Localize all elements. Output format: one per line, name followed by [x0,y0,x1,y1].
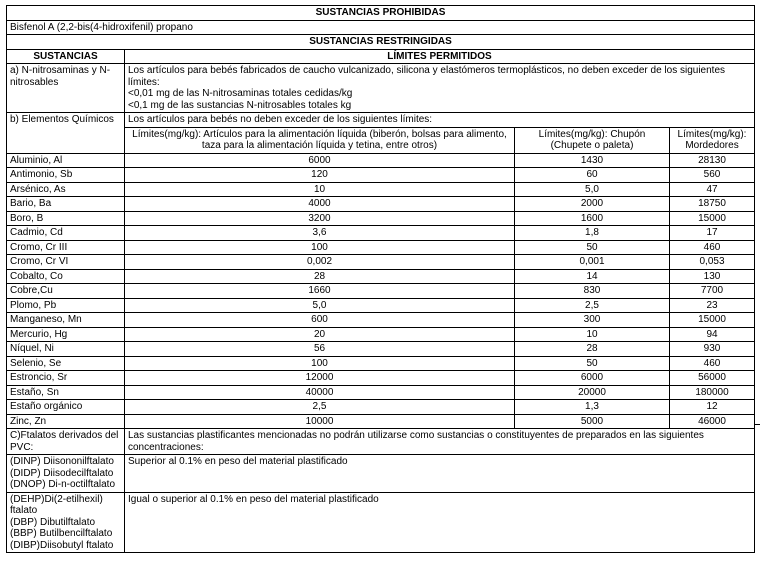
element-limit-liquid: 3200 [125,211,515,226]
phthalate-group-2-value: Igual o superior al 0.1% en peso del material plastificado [125,492,755,553]
table-row-section-c-intro [7,429,755,455]
element-limit-teether: 0,053 [670,255,755,270]
element-name: Antimonio, Sb [7,168,125,183]
element-limit-teether: 28130 [670,153,755,168]
phthalate-group-1-value: Superior al 0.1% en peso del material plastificado [125,455,755,493]
element-limit-liquid: 6000 [125,153,515,168]
element-limit-liquid: 10000 [125,414,515,429]
phthalate-dnop: (DNOP) Di-n-octilftalato [10,479,116,490]
element-limit-pacifier: 20000 [515,385,670,400]
element-limit-teether: 46000 [670,414,755,429]
table-row-restricted-header [7,35,755,50]
table-row-prohibited-substance [7,20,755,35]
section-b-intro: Los artículos para bebés no deben exceder de los siguientes límites: [125,113,755,128]
table-row [7,240,755,255]
element-limit-liquid: 20 [125,327,515,342]
element-name: Estroncio, Sr [7,371,125,386]
substances-table [6,5,755,553]
element-limit-pacifier: 2,5 [515,298,670,313]
element-limit-pacifier: 28 [515,342,670,357]
element-name: Manganeso, Mn [7,313,125,328]
col-substances-header: SUSTANCIAS [7,49,125,64]
table-row [7,400,755,415]
table-row [7,298,755,313]
table-row [7,342,755,357]
element-limit-pacifier: 0,001 [515,255,670,270]
table-row [7,385,755,400]
element-name: Cobalto, Co [7,269,125,284]
element-limit-liquid: 2,5 [125,400,515,415]
table-row [7,414,755,429]
element-limit-pacifier: 1600 [515,211,670,226]
element-limit-teether: 15000 [670,211,755,226]
element-limit-liquid: 1660 [125,284,515,299]
element-limit-teether: 130 [670,269,755,284]
element-limit-teether: 7700 [670,284,755,299]
element-limit-pacifier: 1430 [515,153,670,168]
element-limit-pacifier: 60 [515,168,670,183]
element-limit-liquid: 600 [125,313,515,328]
section-b-col1-header: Límites(mg/kg): Artículos para la alimentación líquida (biberón, bolsas para alimento, taza para la alimentación líquida y tetina, entre otros) [125,127,515,153]
element-name: Cromo, Cr III [7,240,125,255]
element-name: Estaño orgánico [7,400,125,415]
table-row [7,356,755,371]
element-limit-liquid: 40000 [125,385,515,400]
table-row-section-a [7,64,755,113]
section-c-label-line2: PVC: [10,441,34,453]
element-limit-liquid: 12000 [125,371,515,386]
table-row [7,284,755,299]
element-limit-pacifier: 14 [515,269,670,284]
page-edge-mark [755,424,760,425]
element-limit-liquid: 120 [125,168,515,183]
element-limit-teether: 460 [670,240,755,255]
element-name: Cobre,Cu [7,284,125,299]
phthalate-didp: (DIDP) Diisodecilftalato [10,467,114,479]
element-limit-pacifier: 830 [515,284,670,299]
element-name: Plomo, Pb [7,298,125,313]
element-name: Zinc, Zn [7,414,125,429]
table-row-phthalate-group-2 [7,492,755,553]
element-limit-liquid: 56 [125,342,515,357]
section-b-label [7,113,125,154]
section-c-label [7,429,125,455]
table-row [7,313,755,328]
section-b-col3-header: Límites(mg/kg): Mordedores [670,127,755,153]
element-limit-pacifier: 300 [515,313,670,328]
element-limit-teether: 47 [670,182,755,197]
phthalate-dehp: (DEHP)Di(2-etilhexil) ftalato [10,493,103,516]
phthalate-bbp: (BBP) Butilbencilftalato [10,528,113,539]
element-limit-liquid: 10 [125,182,515,197]
element-limit-pacifier: 5000 [515,414,670,429]
section-c-label-line1: C)Ftalatos derivados del [10,430,119,441]
phthalate-dbp: (DBP) Dibutilftalato [10,516,96,528]
element-limit-liquid: 3,6 [125,226,515,241]
section-a-text-line3: <0,1 mg de las sustancias N-nitrosables totales kg [128,99,352,111]
section-b-col2-header: Límites(mg/kg): Chupón (Chupete o paleta) [515,127,670,153]
element-limit-pacifier: 1,3 [515,400,670,415]
element-limit-teether: 17 [670,226,755,241]
col-limits-header: LÍMITES PERMITIDOS [125,49,755,64]
section-b-label-line1: b) Elementos Químicos [10,114,114,125]
element-name: Boro, B [7,211,125,226]
restricted-header-cell: SUSTANCIAS RESTRINGIDAS [7,35,755,50]
section-a-text-line1: Los artículos para bebés fabricados de caucho vulcanizado, silicona y elastómeros termoplásticos, no deben exceder de los siguientes límites: [128,65,726,88]
element-limit-teether: 23 [670,298,755,313]
element-limit-teether: 930 [670,342,755,357]
element-limit-pacifier: 5,0 [515,182,670,197]
element-limit-pacifier: 50 [515,356,670,371]
table-row-prohibited-header [7,6,755,21]
element-name: Cadmio, Cd [7,226,125,241]
element-name: Arsénico, As [7,182,125,197]
element-limit-teether: 460 [670,356,755,371]
element-name: Selenio, Se [7,356,125,371]
element-limit-pacifier: 6000 [515,371,670,386]
table-row [7,269,755,284]
prohibited-header-cell: SUSTANCIAS PROHIBIDAS [7,6,755,21]
element-limit-pacifier: 1,8 [515,226,670,241]
element-limit-pacifier: 50 [515,240,670,255]
element-limit-liquid: 4000 [125,197,515,212]
element-limit-teether: 56000 [670,371,755,386]
table-row [7,182,755,197]
element-limit-teether: 560 [670,168,755,183]
section-c-intro: Las sustancias plastificantes mencionadas no podrán utilizarse como sustancias o constituyentes de preparados en las siguientes concentraciones: [125,429,755,455]
element-name: Estaño, Sn [7,385,125,400]
element-name: Níquel, Ni [7,342,125,357]
table-row-section-b-intro [7,113,755,128]
section-a-label [7,64,125,113]
table-row [7,211,755,226]
element-limit-liquid: 5,0 [125,298,515,313]
element-limit-pacifier: 10 [515,327,670,342]
element-limit-liquid: 0,002 [125,255,515,270]
table-row [7,197,755,212]
section-a-label-line2: nitrosables [10,76,59,88]
element-limit-liquid: 28 [125,269,515,284]
element-limit-teether: 180000 [670,385,755,400]
element-limit-teether: 94 [670,327,755,342]
element-name: Aluminio, Al [7,153,125,168]
table-row [7,168,755,183]
element-limit-teether: 18750 [670,197,755,212]
prohibited-substance-cell: Bisfenol A (2,2-bis(4-hidroxifenil) propano [7,20,755,35]
section-a-text-line2: <0,01 mg de las N-nitrosaminas totales cedidas/kg [128,88,353,99]
table-row [7,255,755,270]
table-row [7,371,755,386]
element-name: Bario, Ba [7,197,125,212]
element-limit-liquid: 100 [125,356,515,371]
element-limit-pacifier: 2000 [515,197,670,212]
phthalate-dibp: (DIBP)Diisobutyl ftalato [10,539,114,551]
table-row [7,327,755,342]
element-limit-liquid: 100 [125,240,515,255]
table-row-phthalate-group-1 [7,455,755,493]
table-row-column-headers [7,49,755,64]
phthalate-group-1-names [7,455,125,493]
element-name: Mercurio, Hg [7,327,125,342]
phthalate-group-2-names [7,492,125,553]
section-a-label-line1: a) N-nitrosaminas y N- [10,65,111,76]
element-name: Cromo, Cr VI [7,255,125,270]
element-limit-teether: 15000 [670,313,755,328]
table-row [7,153,755,168]
element-limit-teether: 12 [670,400,755,415]
phthalate-dinp: (DINP) Diisononilftalato [10,456,114,467]
section-a-text [125,64,755,113]
table-row [7,226,755,241]
